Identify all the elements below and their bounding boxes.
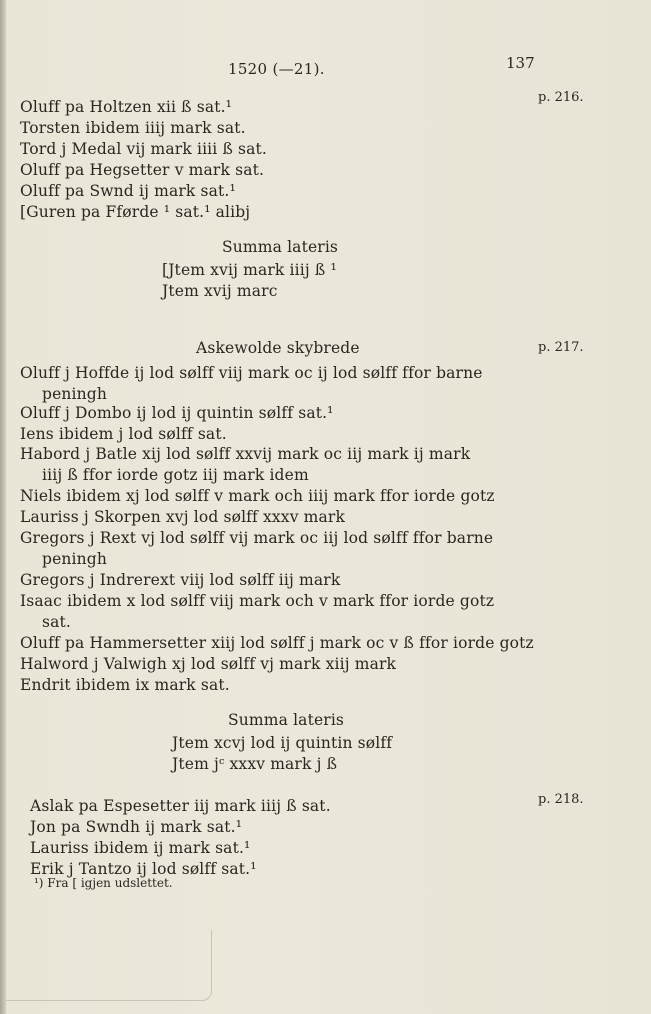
text-line: Erik j Tantzo ij lod sølff sat.¹ (30, 860, 257, 878)
margin-page-reference: p. 218. (538, 792, 584, 807)
page-spine-shadow (0, 0, 6, 1014)
text-line: Summa lateris (222, 238, 339, 256)
text-line: Isaac ibidem x lod sølff viij mark och v mark ffor iorde gotz (20, 592, 495, 610)
text-line: Gregors j Indrerext viij lod sølff iij mark (20, 571, 341, 589)
text-line: Oluff pa Hammersetter xiij lod sølff j mark oc v ß ffor iorde gotz (20, 634, 534, 652)
text-line: sat. (42, 613, 71, 631)
text-line: Tord j Medal vij mark iiii ß sat. (20, 140, 268, 158)
text-line: peningh (42, 550, 107, 568)
running-header: 1520 (—21). (228, 60, 325, 78)
text-line: Iens ibidem j lod sølff sat. (20, 425, 227, 443)
text-line: [Guren pa Fførde ¹ sat.¹ alibj (20, 203, 251, 221)
text-line: Habord j Batle xij lod sølff xxvij mark oc iij mark ij mark (20, 445, 471, 463)
text-line: Jon pa Swndh ij mark sat.¹ (30, 818, 243, 836)
text-line: Torsten ibidem iiij mark sat. (20, 119, 246, 137)
margin-page-reference: p. 216. (538, 90, 584, 105)
margin-page-reference: p. 217. (538, 340, 584, 355)
page-corner-mark (6, 930, 212, 1001)
text-line: [Jtem xvij mark iiij ß ¹ (162, 261, 337, 279)
text-line: Gregors j Rext vj lod sølff vij mark oc iij lod sølff ffor barne (20, 529, 494, 547)
text-line: Oluff j Hoffde ij lod sølff viij mark oc ij lod sølff ffor barne (20, 364, 483, 382)
text-line: iiij ß ffor iorde gotz iij mark idem (42, 466, 309, 484)
text-line: Oluff j Dombo ij lod ij quintin sølff sat.¹ (20, 404, 334, 422)
text-line: Jtem jᶜ xxxv mark j ß (172, 755, 338, 773)
text-line: Oluff pa Hegsetter v mark sat. (20, 161, 265, 179)
text-line: Niels ibidem xj lod sølff v mark och iiij mark ffor iorde gotz (20, 487, 495, 505)
text-line: Jtem xcvj lod ij quintin sølff (172, 734, 393, 752)
text-line: Oluff pa Holtzen xii ß sat.¹ (20, 98, 233, 116)
page-number: 137 (506, 54, 535, 72)
text-line: Lauriss ibidem ij mark sat.¹ (30, 839, 251, 857)
text-line: Aslak pa Espesetter iij mark iiij ß sat. (30, 797, 331, 815)
text-line: Oluff pa Swnd ij mark sat.¹ (20, 182, 236, 200)
text-line: Summa lateris (228, 711, 345, 729)
text-line: peningh (42, 385, 107, 403)
text-line: Endrit ibidem ix mark sat. (20, 676, 230, 694)
footnote: ¹) Fra [ igjen udslettet. (34, 876, 173, 890)
text-line: Askewolde skybrede (196, 339, 360, 357)
text-line: Halword j Valwigh xj lod sølff vj mark xiij mark (20, 655, 397, 673)
text-line: Lauriss j Skorpen xvj lod sølff xxxv mark (20, 508, 346, 526)
text-line: Jtem xvij marc (162, 282, 278, 300)
